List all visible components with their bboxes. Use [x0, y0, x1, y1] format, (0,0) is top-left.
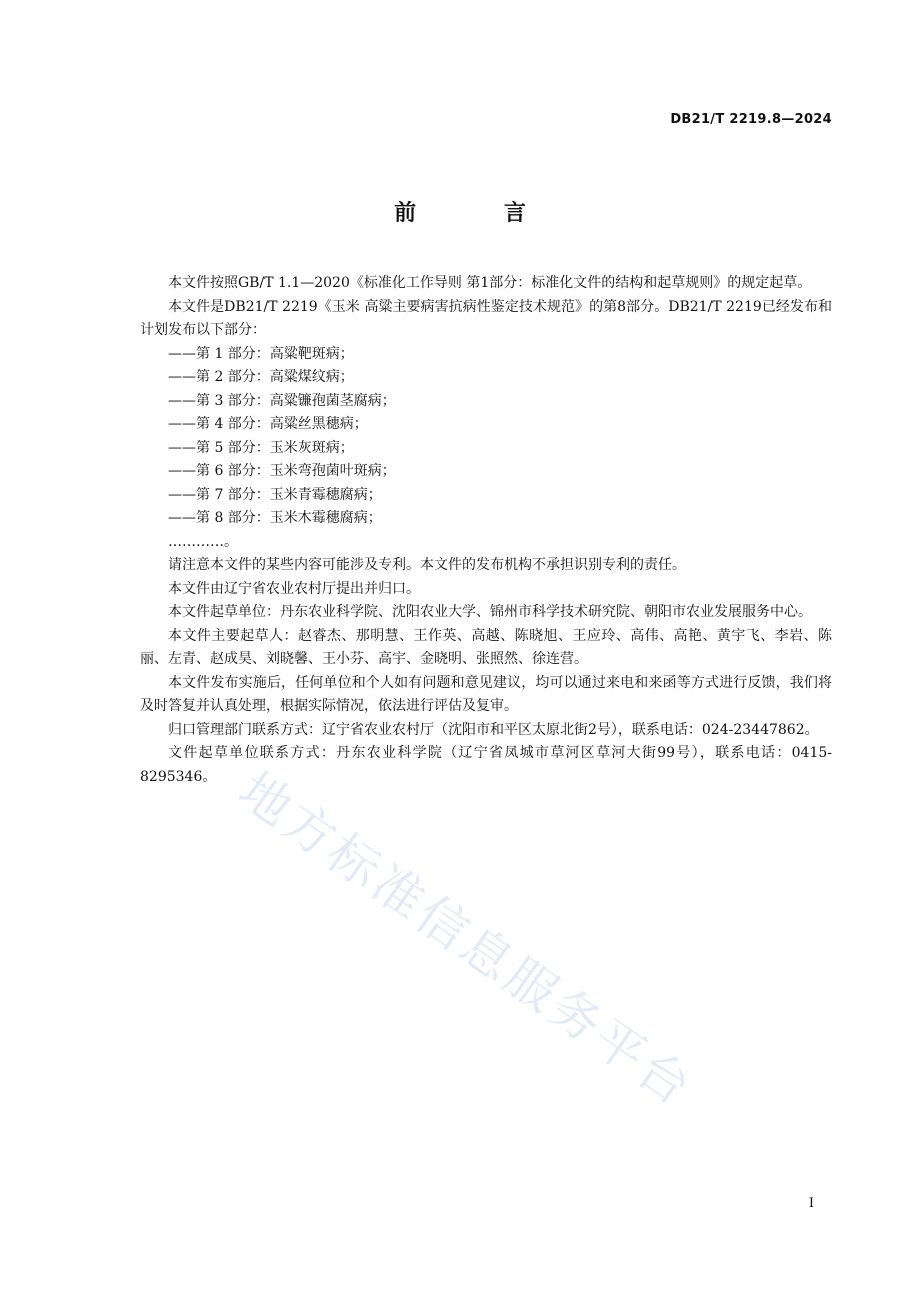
- paragraph-patent-notice: 请注意本文件的某些内容可能涉及专利。本文件的发布机构不承担识别专利的责任。: [168, 557, 686, 573]
- list-item: ——第 5 部分：玉米灰斑病；: [168, 439, 354, 456]
- paragraph-drafting-units: 本文件起草单位：丹东农业科学院、沈阳农业大学、锦州市科学技术研究院、朝阳市农业发展服务中心。: [168, 604, 812, 620]
- paragraph-proposer: 本文件由辽宁省农业农村厅提出并归口。: [168, 580, 420, 597]
- document-code: DB21/T 2219.8—2024: [670, 112, 832, 127]
- page-number: I: [808, 1196, 814, 1211]
- list-item: ——第 7 部分：玉米青霉穗腐病；: [168, 486, 382, 503]
- paragraph-series-intro: 本文件是DB21/T 2219《玉米 高粱主要病害抗病性鉴定技术规范》的第8部分。DB21/T 2219已经发布和计划发布以下部分：: [140, 298, 832, 338]
- page-title: 前 言: [394, 201, 566, 226]
- list-item: ——第 6 部分：玉米弯孢菌叶斑病；: [168, 463, 396, 479]
- paragraph-drafters: 本文件主要起草人：赵睿杰、那明慧、王作英、高越、陈晓旭、王应玲、高伟、高艳、黄宇飞、李岩、陈丽、左青、赵成昊、刘晓馨、王小芬、高宇、金晓明、张照然、徐连营。: [140, 627, 832, 667]
- list-item: ——第 2 部分：高粱煤纹病；: [168, 369, 354, 385]
- list-item: ——第 8 部分：玉米木霉穗腐病；: [168, 510, 382, 526]
- paragraph-authority-contact: 归口管理部门联系方式：辽宁省农业农村厅（沈阳市和平区太原北街2号），联系电话：024-23447862。: [168, 721, 819, 738]
- paragraph-drafter-contact: 文件起草单位联系方式：丹东农业科学院（辽宁省凤城市草河区草河大街99号），联系电话：0415-8295346。: [140, 745, 832, 785]
- list-item: ——第 3 部分：高粱镰孢菌茎腐病；: [168, 392, 396, 409]
- paragraph-feedback: 本文件发布实施后，任何单位和个人如有问题和意见建议，均可以通过来电和来函等方式进行反馈，我们将及时答复并认真处理，根据实际情况，依法进行评估及复审。: [140, 674, 832, 714]
- list-item: ——第 4 部分：高粱丝黑穗病；: [168, 416, 368, 432]
- paragraph-drafting-basis: 本文件按照GB/T 1.1—2020《标准化工作导则 第1部分：标准化文件的结构和起草规则》的规定起草。: [168, 275, 812, 291]
- document-body: [140, 272, 832, 789]
- list-item-ellipsis: …………。: [168, 533, 238, 550]
- parts-list: [140, 343, 832, 555]
- watermark: 地方标准信息服务平台: [228, 761, 705, 1119]
- list-item: ——第 1 部分：高粱靶斑病；: [168, 345, 354, 362]
